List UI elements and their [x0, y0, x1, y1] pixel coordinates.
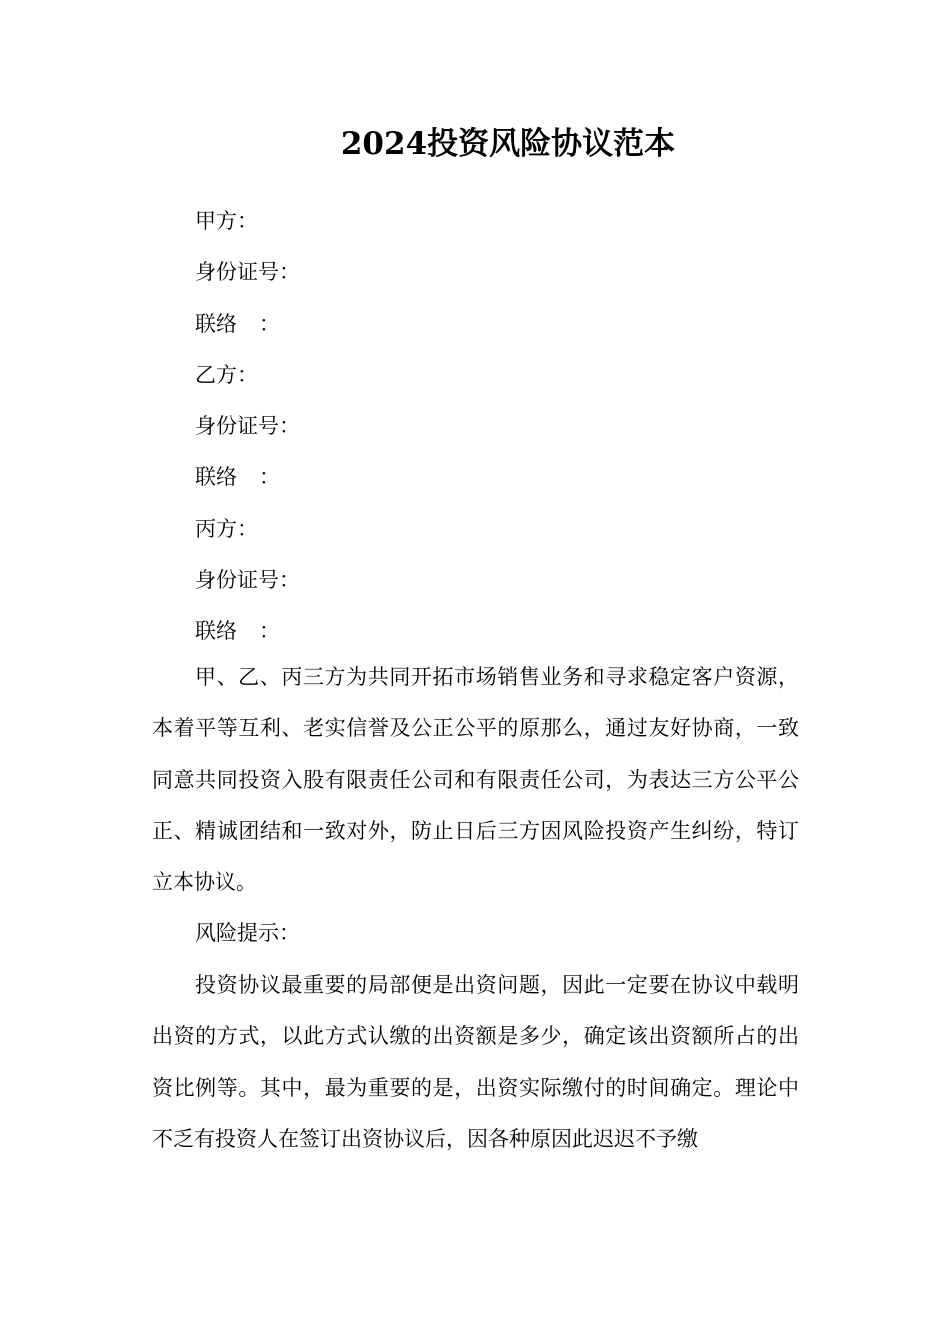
- party-b-id-label: [195, 401, 795, 452]
- field-colon: ：: [259, 311, 280, 336]
- field-label: 甲方：: [195, 209, 258, 233]
- field-label: 联络: [195, 465, 237, 490]
- party-c-contact-label: [195, 606, 795, 657]
- field-label: 联络: [195, 619, 237, 644]
- field-label: 身份证号：: [195, 568, 300, 593]
- document-title: 2024投资风险协议范本: [340, 126, 676, 162]
- party-c-label: [195, 504, 795, 555]
- party-b-contact-label: [195, 452, 795, 503]
- party-fields: [195, 196, 795, 658]
- field-colon: ：: [259, 619, 280, 644]
- field-colon: ：: [259, 465, 280, 490]
- risk-notice-heading: 风险提示：: [195, 921, 300, 945]
- party-a-id-label: [195, 247, 795, 298]
- agreement-purpose-paragraph: 甲、乙、丙三方为共同开拓市场销售业务和寻求稳定客户资源，本着平等互利、老实信誉及公正公平的原那么，通过友好协商，一致同意共同投资入股有限责任公司和有限责任公司，为表达三方公平公正、精诚团结和一致对外，防止日后三方因风险投资产生纠纷，特订立本协议。: [152, 665, 799, 895]
- investment-risk-paragraph: 投资协议最重要的局部便是出资问题，因此一定要在协议中载明出资的方式，以此方式认缴的出资额是多少，确定该出资额所占的出资比例等。其中，最为重要的是，出资实际缴付的时间确定。理论中不乏有投资人在签订出资协议后，因各种原因此迟迟不予缴: [152, 973, 799, 1151]
- party-a-contact-label: [195, 299, 795, 350]
- party-c-id-label: [195, 555, 795, 606]
- field-label: 身份证号：: [195, 260, 300, 285]
- field-label: 联络: [195, 311, 237, 336]
- party-a-label: [195, 196, 795, 247]
- party-b-label: [195, 350, 795, 401]
- field-label: 丙方：: [195, 516, 258, 541]
- field-label: 乙方：: [195, 362, 258, 387]
- field-label: 身份证号：: [195, 414, 300, 439]
